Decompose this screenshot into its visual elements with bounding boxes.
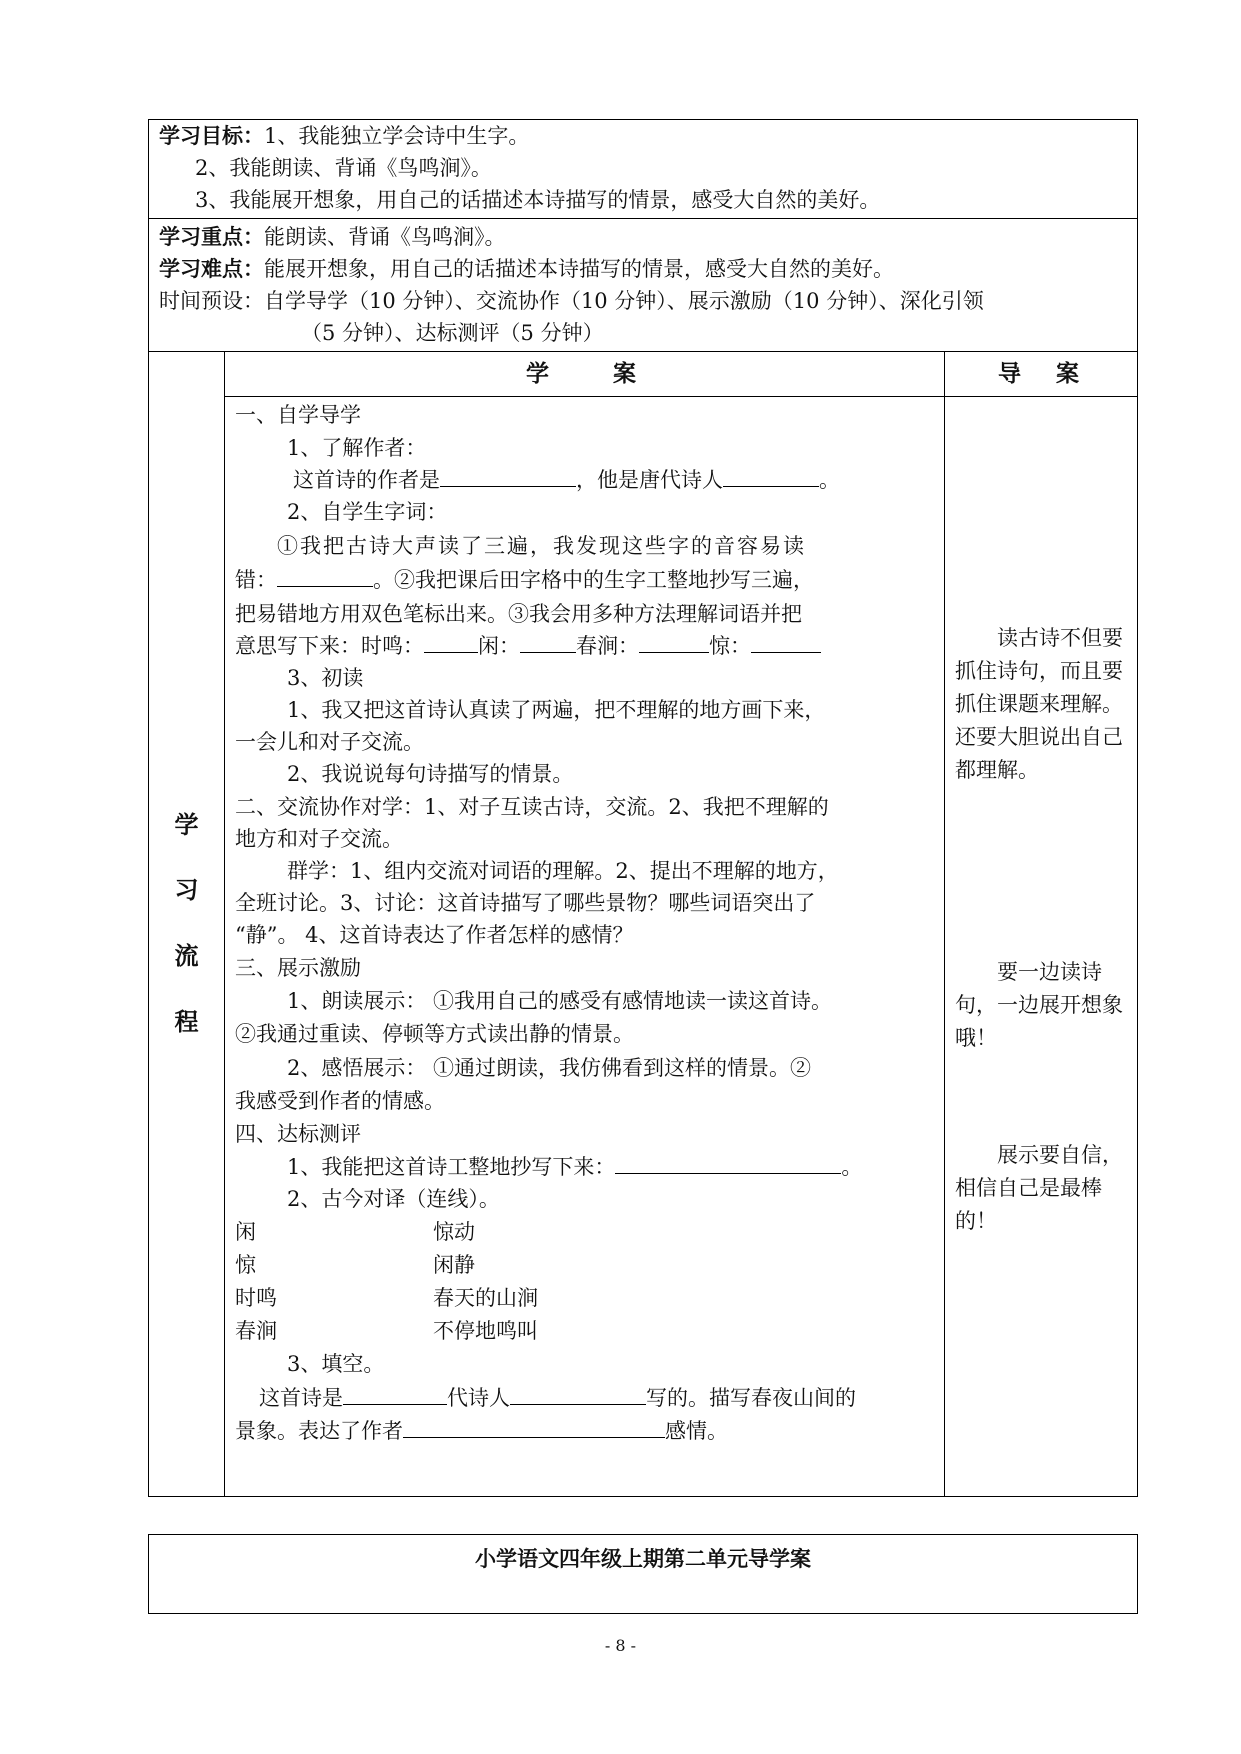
divider xyxy=(944,352,945,1496)
learning-goals-box xyxy=(148,119,1138,219)
s2-line-c: 群学：1、组内交流对词语的理解。2、提出不理解的地方， xyxy=(287,859,839,883)
author-fill-line xyxy=(293,464,840,496)
s4-line-3: 3、填空。 xyxy=(287,1352,385,1376)
text: 惊： xyxy=(709,634,751,658)
blank[interactable] xyxy=(424,630,478,653)
side-label-char: 习 xyxy=(174,876,199,904)
text: 写的。描写春夜山间的 xyxy=(646,1386,856,1410)
divider xyxy=(224,352,225,1496)
text: 意思写下来：时鸣： xyxy=(235,634,424,658)
text: 1、我能把这首诗工整地抄写下来： xyxy=(287,1155,616,1179)
key-point-text: 能朗读、背诵《鸟鸣涧》。 xyxy=(264,225,506,249)
text: 感情。 xyxy=(665,1419,728,1443)
s3-line-c: 2、感悟展示： ①通过朗读，我仿佛看到这样的情景。② xyxy=(287,1056,812,1080)
s3-line-d: 我感受到作者的情感。 xyxy=(235,1089,445,1113)
blank[interactable] xyxy=(615,1151,841,1174)
text: 这首诗是 xyxy=(259,1386,343,1410)
s2-line-b: 地方和对子交流。 xyxy=(235,827,403,851)
blank[interactable] xyxy=(277,564,373,587)
key-point-label: 学习重点： xyxy=(159,225,264,249)
side-label-char: 学 xyxy=(174,811,199,839)
text: 。②我把课后田字格中的生字工整地抄写三遍， xyxy=(373,568,814,592)
learning-process-table xyxy=(148,351,1138,1497)
blank[interactable] xyxy=(510,1382,646,1405)
s1-2-line-a: ①我把古诗大声读了三遍，我发现这些字的音容易读 xyxy=(277,534,806,558)
divider xyxy=(224,396,1137,397)
text: 错： xyxy=(235,568,277,592)
header-study-plan: 学 案 xyxy=(526,361,642,387)
guide-note-3: 展示要自信，相信自己是最棒的！ xyxy=(955,1143,1123,1233)
match-right: 春天的山涧 xyxy=(433,1286,538,1310)
match-right: 闲静 xyxy=(433,1253,475,1277)
s1-2-line-c: 把易错地方用双色笔标出来。③我会用多种方法理解词语并把 xyxy=(235,602,802,626)
footer-title: 小学语文四年级上期第二单元导学案 xyxy=(475,1547,811,1571)
guide-note-2: 要一边读诗句，一边展开想象哦！ xyxy=(955,960,1123,1050)
text: 闲： xyxy=(478,634,520,658)
s2-line-a: 二、交流协作对学：1、对子互读古诗，交流。2、我把不理解的 xyxy=(235,795,829,819)
text: 代诗人 xyxy=(447,1386,510,1410)
header-guide-plan: 导 案 xyxy=(998,361,1085,387)
s1-3-line-a: 1、我又把这首诗认真读了两遍，把不理解的地方画下来， xyxy=(287,698,826,722)
match-right: 不停地鸣叫 xyxy=(433,1319,538,1343)
guide-note-1: 读古诗不但要抓住诗句，而且要抓住课题来理解。还要大胆说出自己都理解。 xyxy=(955,626,1123,782)
goal-2: 2、我能朗读、背诵《鸟鸣涧》。 xyxy=(195,156,492,180)
s1-item-1: 1、了解作者： xyxy=(287,436,427,460)
difficulty-line xyxy=(159,253,894,285)
s3-line-a: 1、朗读展示： ①我用自己的感受有感情地读一读这首诗。 xyxy=(287,989,833,1013)
footer-box xyxy=(148,1534,1138,1614)
s4-3-fill-b xyxy=(235,1415,728,1447)
blank[interactable] xyxy=(723,464,819,487)
match-left: 时鸣 xyxy=(235,1286,277,1310)
blank[interactable] xyxy=(520,630,576,653)
side-label-char: 程 xyxy=(174,1008,199,1036)
match-left: 闲 xyxy=(235,1220,256,1244)
s4-line-1 xyxy=(287,1151,862,1183)
section-3-title: 三、展示激励 xyxy=(235,956,361,980)
key-point-line xyxy=(159,221,506,253)
difficulty-label: 学习难点： xyxy=(159,257,264,281)
focus-box xyxy=(148,218,1138,352)
match-left: 春涧 xyxy=(235,1319,277,1343)
s2-line-d: 全班讨论。3、讨论：这首诗描写了哪些景物？哪些词语突出了 xyxy=(235,891,816,915)
s1-3-line-b: 一会儿和对子交流。 xyxy=(235,730,424,754)
s1-3-line-c: 2、我说说每句诗描写的情景。 xyxy=(287,762,574,786)
goal-line-1 xyxy=(159,120,529,152)
match-right: 惊动 xyxy=(433,1220,475,1244)
text: 。 xyxy=(819,468,840,492)
s2-line-e: “静”。 4、这首诗表达了作者怎样的感情？ xyxy=(235,923,634,947)
text: ，他是唐代诗人 xyxy=(576,468,723,492)
section-1-title: 一、自学导学 xyxy=(235,403,361,427)
s3-line-b: ②我通过重读、停顿等方式读出静的情景。 xyxy=(235,1022,634,1046)
difficulty-text: 能展开想象，用自己的话描述本诗描写的情景，感受大自然的美好。 xyxy=(264,257,894,281)
s4-line-2: 2、古今对译（连线）。 xyxy=(287,1187,500,1211)
goal-3: 3、我能展开想象，用自己的话描述本诗描写的情景，感受大自然的美好。 xyxy=(195,188,881,212)
page-number: - 8 - xyxy=(604,1636,637,1655)
goal-1: 1、我能独立学会诗中生字。 xyxy=(264,124,530,148)
blank[interactable] xyxy=(403,1415,665,1438)
time-plan-line-2: （5 分钟）、达标测评（5 分钟） xyxy=(301,321,604,345)
text: 这首诗的作者是 xyxy=(293,468,440,492)
blank[interactable] xyxy=(440,464,576,487)
text: 景象。表达了作者 xyxy=(235,1419,403,1443)
s1-item-3: 3、初读 xyxy=(287,666,364,690)
blank[interactable] xyxy=(343,1382,447,1405)
blank[interactable] xyxy=(751,630,821,653)
s4-3-fill-a xyxy=(259,1382,856,1414)
text: 春涧： xyxy=(576,634,639,658)
blank[interactable] xyxy=(639,630,709,653)
side-label-char: 流 xyxy=(174,942,199,970)
s1-2-line-b xyxy=(235,564,814,596)
s1-item-2: 2、自学生字词： xyxy=(287,500,448,524)
match-left: 惊 xyxy=(235,1253,256,1277)
time-plan-line-1: 时间预设：自学导学（10 分钟）、交流协作（10 分钟）、展示激励（10 分钟）、深化引领 xyxy=(159,289,984,313)
section-4-title: 四、达标测评 xyxy=(235,1122,361,1146)
goals-label: 学习目标： xyxy=(159,124,264,148)
s1-2-line-d xyxy=(235,630,821,662)
text: 。 xyxy=(841,1155,863,1179)
